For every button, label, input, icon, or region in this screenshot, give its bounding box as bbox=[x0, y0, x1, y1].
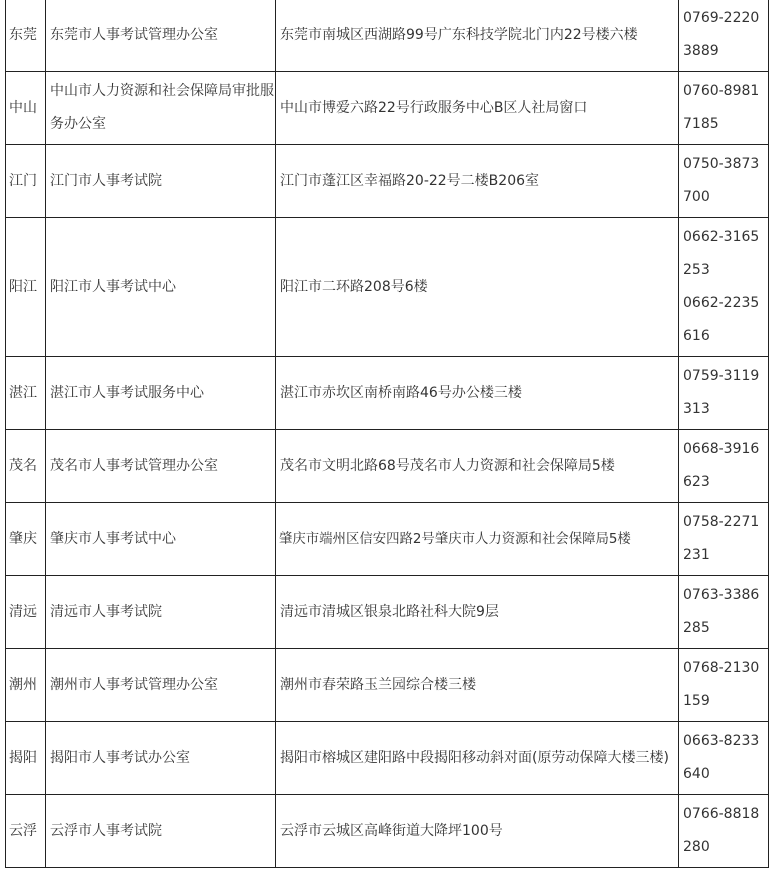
table-row bbox=[6, 576, 769, 649]
phone-cell bbox=[679, 357, 769, 430]
phone-line: 280 bbox=[683, 839, 710, 855]
city-cell: 潮州 bbox=[6, 649, 46, 722]
address-cell: 阳江市二环路208号6楼 bbox=[276, 218, 679, 357]
office-name-cell: 江门市人事考试院 bbox=[46, 145, 276, 218]
phone-line: 0760-8981 bbox=[683, 83, 760, 99]
phone-line: 3889 bbox=[683, 43, 719, 59]
table-body bbox=[6, 0, 769, 868]
exam-office-table bbox=[5, 0, 769, 868]
office-name-cell: 东莞市人事考试管理办公室 bbox=[46, 0, 276, 72]
phone-line: 7185 bbox=[683, 116, 719, 132]
phone-line: 0766-8818 bbox=[683, 806, 760, 822]
phone-line: 0763-3386 bbox=[683, 587, 760, 603]
phone-line: 616 bbox=[683, 328, 710, 344]
city-cell: 茂名 bbox=[6, 430, 46, 503]
phone-cell bbox=[679, 503, 769, 576]
table-row bbox=[6, 722, 769, 795]
office-name-cell: 揭阳市人事考试办公室 bbox=[46, 722, 276, 795]
phone-line: 0662-3165 bbox=[683, 229, 760, 245]
phone-line: 0750-3873 bbox=[683, 156, 760, 172]
address-cell: 东莞市南城区西湖路99号广东科技学院北门内22号楼六楼 bbox=[276, 0, 679, 72]
phone-cell bbox=[679, 72, 769, 145]
address-cell: 清远市清城区银泉北路社科大院9层 bbox=[276, 576, 679, 649]
address-cell: 湛江市赤坎区南桥南路46号办公楼三楼 bbox=[276, 357, 679, 430]
phone-cell bbox=[679, 722, 769, 795]
phone-line: 0663-8233 bbox=[683, 733, 760, 749]
table-row bbox=[6, 649, 769, 722]
phone-line: 285 bbox=[683, 620, 710, 636]
phone-line: 623 bbox=[683, 474, 710, 490]
phone-cell bbox=[679, 795, 769, 868]
phone-line: 0758-2271 bbox=[683, 514, 760, 530]
phone-cell bbox=[679, 649, 769, 722]
office-name-cell: 茂名市人事考试管理办公室 bbox=[46, 430, 276, 503]
phone-cell bbox=[679, 218, 769, 357]
phone-cell bbox=[679, 430, 769, 503]
phone-line: 0759-3119 bbox=[683, 368, 760, 384]
address-cell: 中山市博爱六路22号行政服务中心B区人社局窗口 bbox=[276, 72, 679, 145]
table-row bbox=[6, 218, 769, 357]
office-name-cell: 中山市人力资源和社会保障局审批服务办公室 bbox=[46, 72, 276, 145]
table-row bbox=[6, 503, 769, 576]
city-cell: 湛江 bbox=[6, 357, 46, 430]
table-row bbox=[6, 0, 769, 72]
city-cell: 东莞 bbox=[6, 0, 46, 72]
phone-line: 231 bbox=[683, 547, 710, 563]
address-cell: 潮州市春荣路玉兰园综合楼三楼 bbox=[276, 649, 679, 722]
table-row bbox=[6, 795, 769, 868]
phone-line: 0668-3916 bbox=[683, 441, 760, 457]
phone-line: 640 bbox=[683, 766, 710, 782]
phone-line: 313 bbox=[683, 401, 710, 417]
phone-line: 159 bbox=[683, 693, 710, 709]
city-cell: 江门 bbox=[6, 145, 46, 218]
phone-cell bbox=[679, 576, 769, 649]
address-cell: 云浮市云城区高峰街道大降坪100号 bbox=[276, 795, 679, 868]
office-name-cell: 阳江市人事考试中心 bbox=[46, 218, 276, 357]
phone-line: 700 bbox=[683, 189, 710, 205]
city-cell: 肇庆 bbox=[6, 503, 46, 576]
city-cell: 揭阳 bbox=[6, 722, 46, 795]
phone-line: 0768-2130 bbox=[683, 660, 760, 676]
city-cell: 阳江 bbox=[6, 218, 46, 357]
address-cell: 肇庆市端州区信安四路2号肇庆市人力资源和社会保障局5楼 bbox=[276, 503, 679, 576]
address-cell: 江门市蓬江区幸福路20-22号二楼B206室 bbox=[276, 145, 679, 218]
office-name-cell: 肇庆市人事考试中心 bbox=[46, 503, 276, 576]
office-name-cell: 云浮市人事考试院 bbox=[46, 795, 276, 868]
phone-line: 253 bbox=[683, 262, 710, 278]
city-cell: 中山 bbox=[6, 72, 46, 145]
office-name-cell: 清远市人事考试院 bbox=[46, 576, 276, 649]
table-row bbox=[6, 145, 769, 218]
city-cell: 清远 bbox=[6, 576, 46, 649]
table-row bbox=[6, 430, 769, 503]
table-row bbox=[6, 72, 769, 145]
phone-line: 0662-2235 bbox=[683, 295, 760, 311]
city-cell: 云浮 bbox=[6, 795, 46, 868]
office-name-cell: 湛江市人事考试服务中心 bbox=[46, 357, 276, 430]
table-row bbox=[6, 357, 769, 430]
phone-cell bbox=[679, 0, 769, 72]
office-name-cell: 潮州市人事考试管理办公室 bbox=[46, 649, 276, 722]
address-cell: 揭阳市榕城区建阳路中段揭阳移动斜对面(原劳动保障大楼三楼) bbox=[276, 722, 679, 795]
phone-cell bbox=[679, 145, 769, 218]
phone-line: 0769-2220 bbox=[683, 10, 760, 26]
address-cell: 茂名市文明北路68号茂名市人力资源和社会保障局5楼 bbox=[276, 430, 679, 503]
